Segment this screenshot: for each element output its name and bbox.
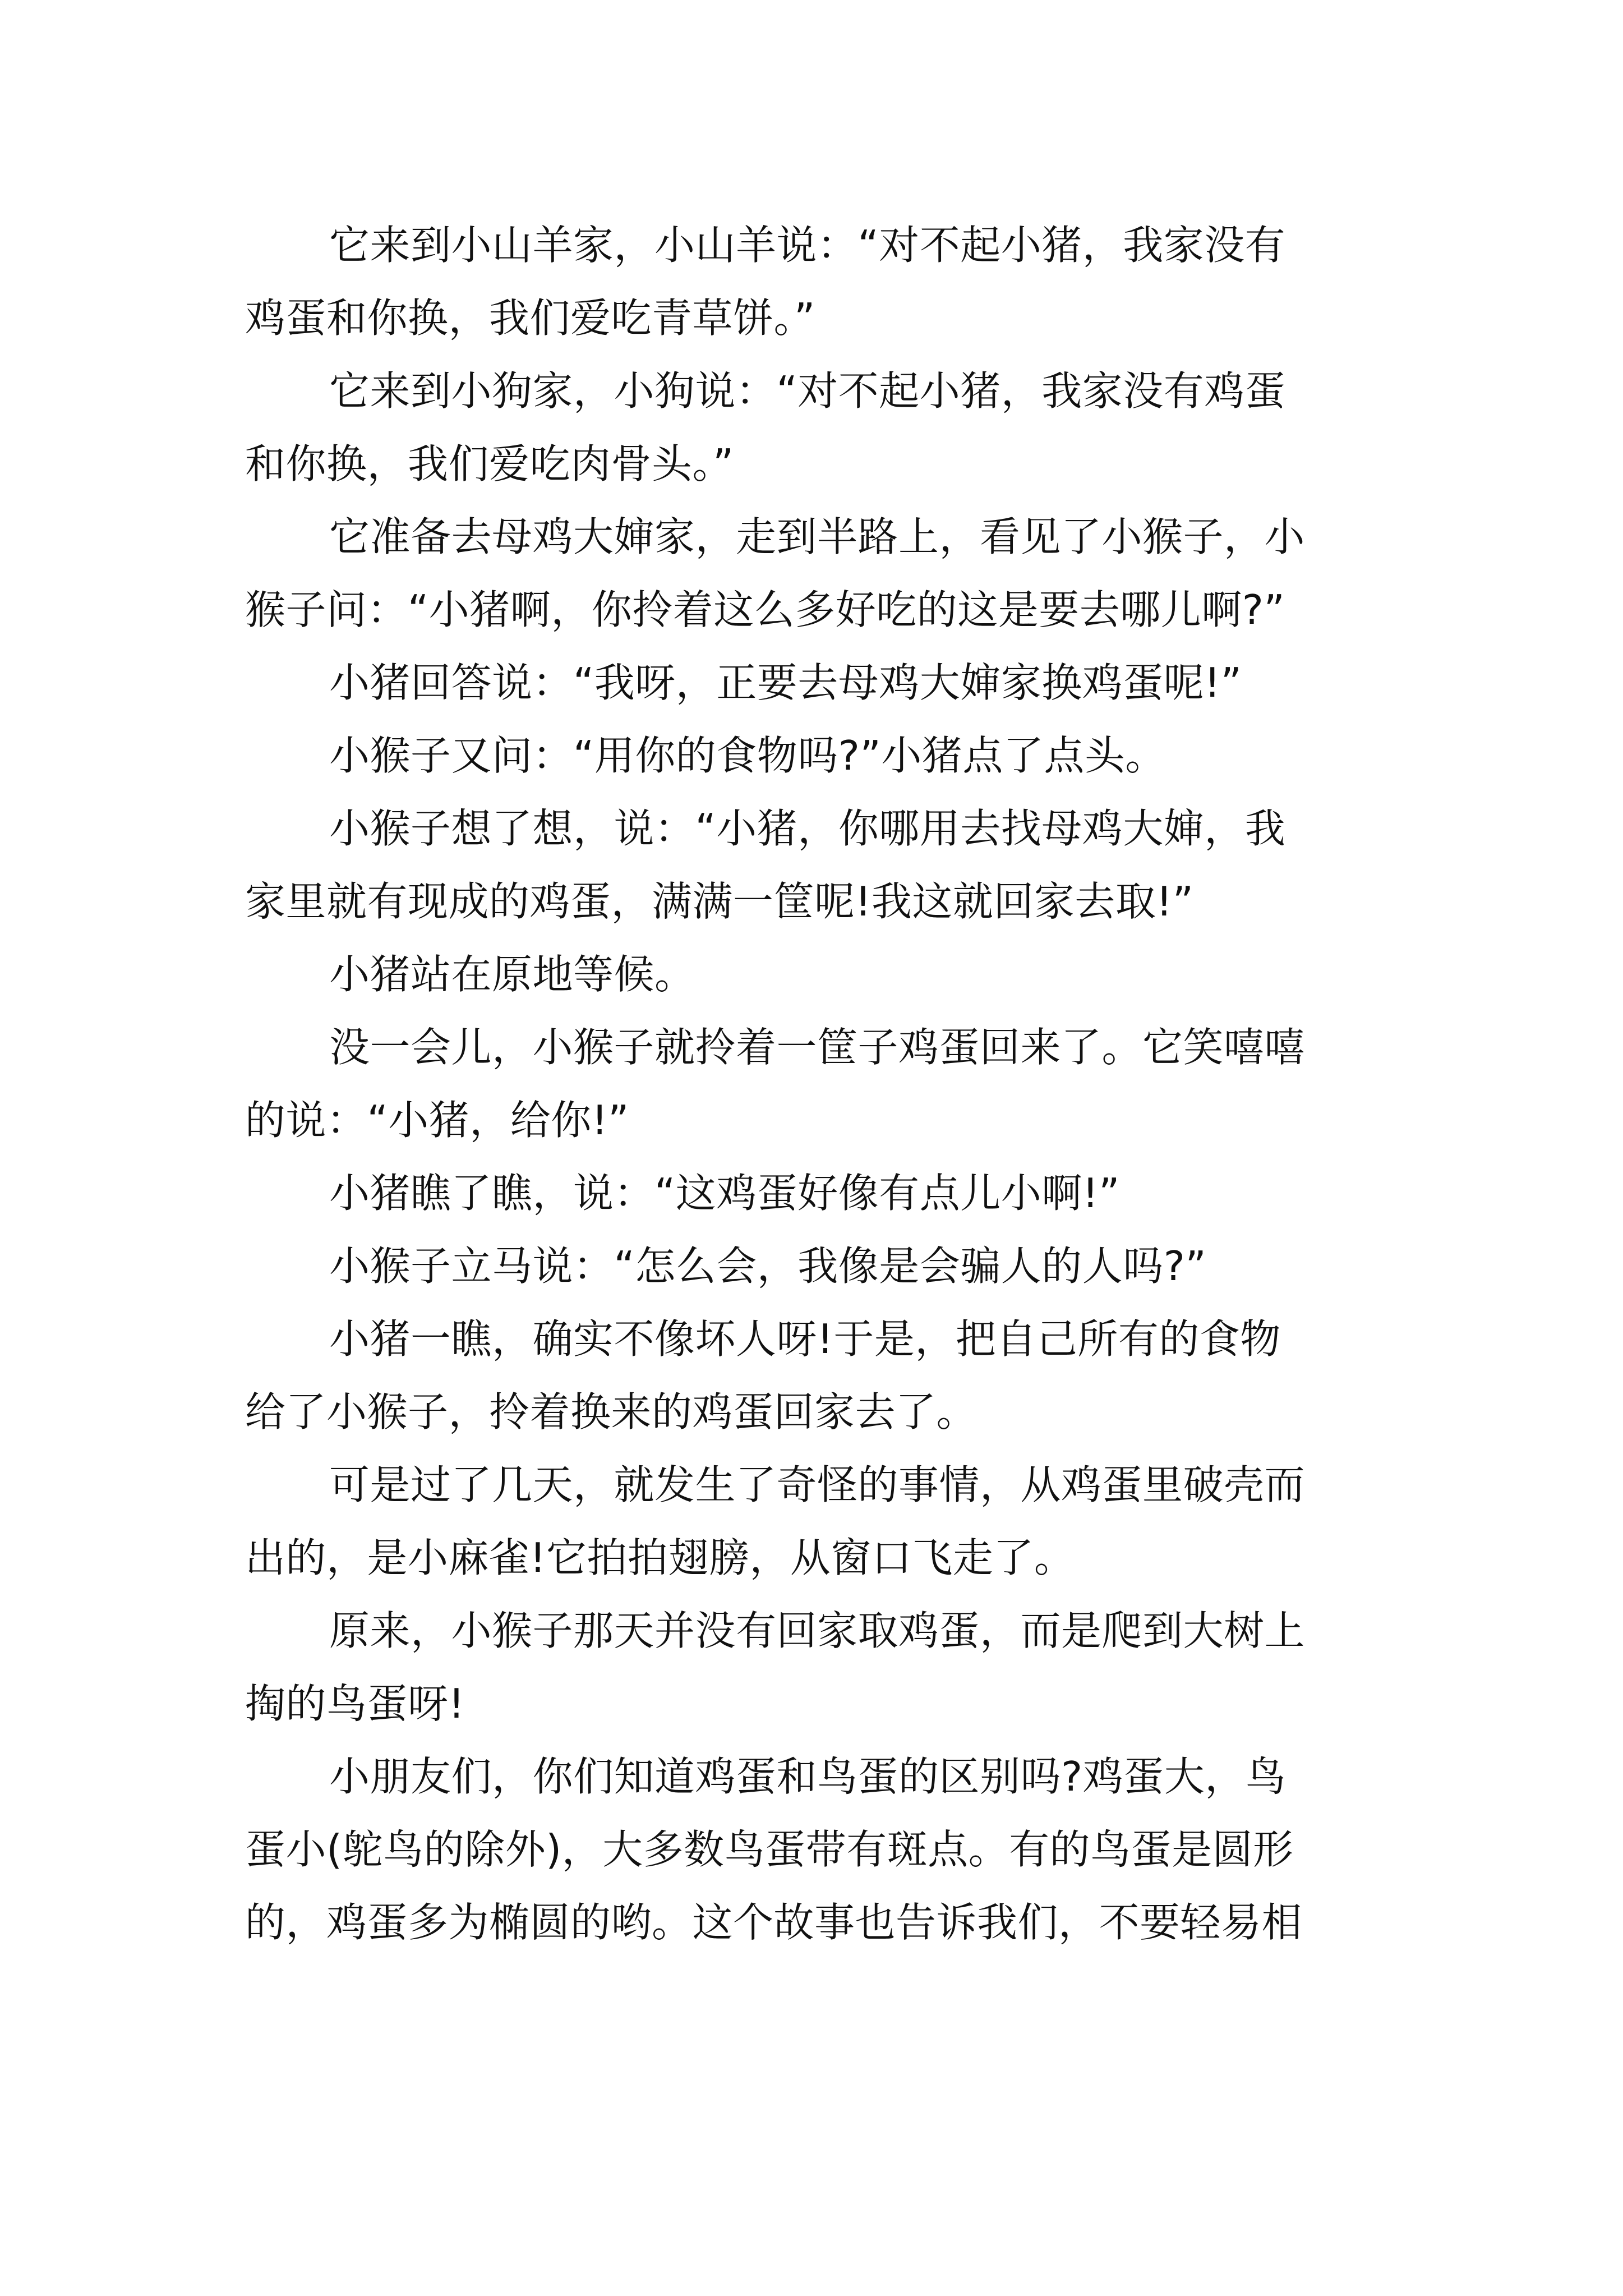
text-line: 它准备去母鸡大婶家，走到半路上，看见了小猴子，小: [329, 513, 1306, 560]
text-line: 小朋友们，你们知道鸡蛋和鸟蛋的区别吗?鸡蛋大，鸟: [329, 1753, 1287, 1800]
text-line: 小猴子想了想，说：“小猪，你哪用去找母鸡大婶，我: [329, 805, 1286, 852]
text-line: 蛋小(鸵鸟的除外)，大多数鸟蛋带有斑点。有的鸟蛋是圆形: [245, 1826, 1294, 1873]
text-line: 原来，小猴子那天并没有回家取鸡蛋，而是爬到大树上: [329, 1607, 1306, 1654]
text-line: 没一会儿，小猴子就拎着一筐子鸡蛋回来了。它笑嘻嘻: [329, 1024, 1306, 1071]
text-line: 的说：“小猪，给你!”: [245, 1097, 629, 1144]
text-line: 鸡蛋和你换，我们爱吃青草饼。”: [245, 295, 815, 342]
text-line: 小猴子又问：“用你的食物吗?”小猪点了点头。: [329, 732, 1166, 779]
text-line: 掏的鸟蛋呀!: [245, 1680, 465, 1727]
text-line: 可是过了几天，就发生了奇怪的事情，从鸡蛋里破壳而: [329, 1461, 1306, 1508]
text-line: 家里就有现成的鸡蛋，满满一筐呢!我这就回家去取!”: [245, 878, 1194, 925]
text-line: 猴子问：“小猪啊，你拎着这么多好吃的这是要去哪儿啊?”: [245, 586, 1285, 633]
text-line: 小猴子立马说：“怎么会，我像是会骗人的人吗?”: [329, 1243, 1207, 1290]
text-line: 给了小猴子，拎着换来的鸡蛋回家去了。: [245, 1388, 978, 1435]
text-line: 小猪瞧了瞧，说：“这鸡蛋好像有点儿小啊!”: [329, 1170, 1120, 1217]
text-line: 它来到小狗家，小狗说：“对不起小猪，我家没有鸡蛋: [329, 367, 1286, 415]
text-line: 和你换，我们爱吃肉骨头。”: [245, 440, 734, 487]
text-line: 的，鸡蛋多为椭圆的哟。这个故事也告诉我们，不要轻易相: [245, 1899, 1303, 1946]
text-line: 小猪站在原地等候。: [329, 951, 695, 998]
text-line: 小猪回答说：“我呀，正要去母鸡大婶家换鸡蛋呢!”: [329, 659, 1242, 706]
text-line: 它来到小山羊家，小山羊说：“对不起小猪，我家没有: [329, 222, 1286, 269]
text-line: 小猪一瞧，确实不像坏人呀!于是，把自己所有的食物: [329, 1315, 1281, 1363]
text-line: 出的，是小麻雀!它拍拍翅膀，从窗口飞走了。: [245, 1534, 1075, 1581]
